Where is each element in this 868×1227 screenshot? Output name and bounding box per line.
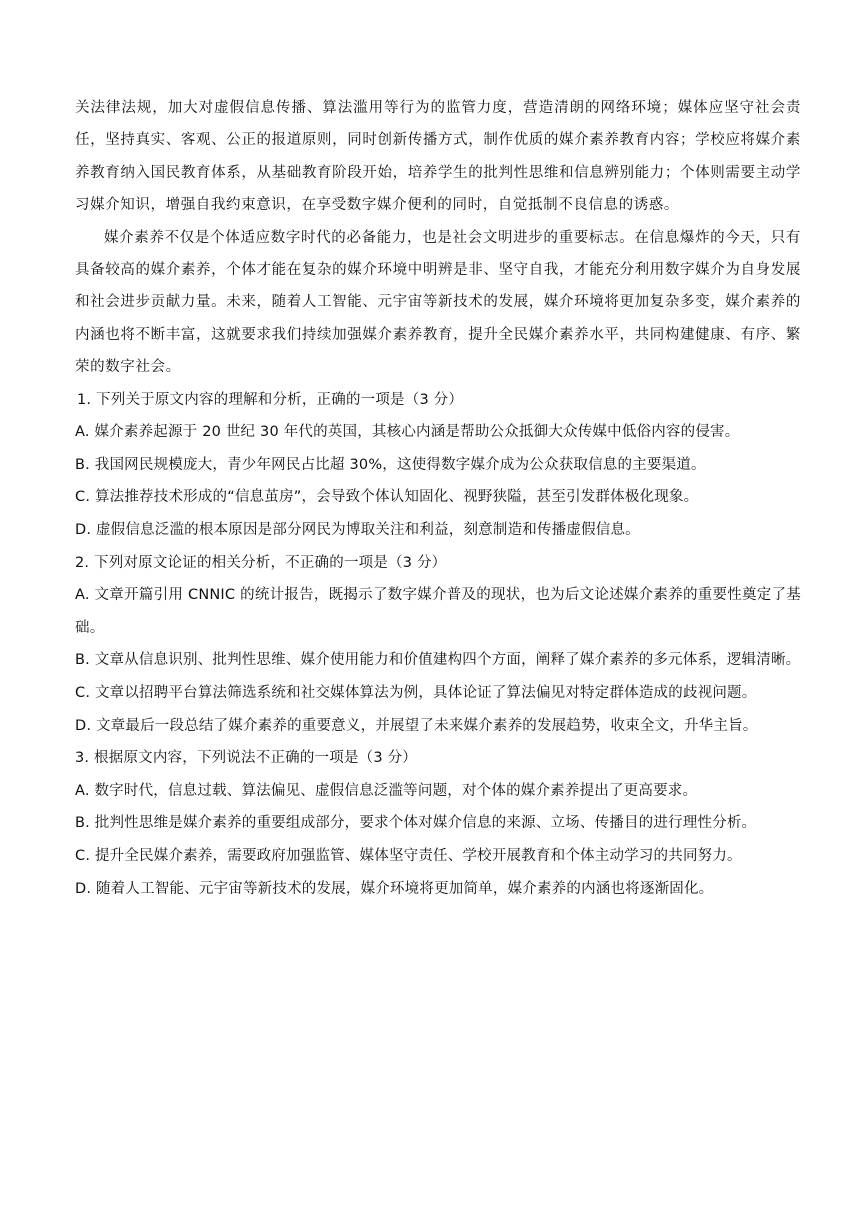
question-3 [75, 742, 801, 905]
option-c: C. 提升全民媒介素养，需要政府加强监管、媒体坚守责任、学校开展教育和个体主动学习的共同努力。 [75, 847, 742, 864]
option-d: D. 虚假信息泛滥的根本原因是部分网民为博取关注和利益，刻意制造和传播虚假信息。 [75, 522, 640, 539]
option-a: A. 媒介素养起源于 20 世纪 30 年代的英国，其核心内涵是帮助公众抵御大众传媒中低俗内容的侵害。 [75, 424, 740, 441]
question-stem: 2. 下列对原文论证的相关分析，不正确的一项是（3 分） [75, 554, 447, 571]
option-a: A. 数字时代，信息过载、算法偏见、虚假信息泛滥等问题，对个体的媒介素养提出了更高要求。 [75, 782, 698, 799]
option-a: A. 文章开篇引用 CNNIC 的统计报告，既揭示了数字媒介普及的现状，也为后文论述媒介素养的重要性奠定了基础。 [75, 587, 801, 636]
question-stem: 1. 下列关于原文内容的理解和分析，正确的一项是（3 分） [77, 391, 464, 408]
option-b: B. 批判性思维是媒介素养的重要组成部分，要求个体对媒介信息的来源、立场、传播目的进行理性分析。 [75, 815, 757, 832]
passage-paragraph-2: 媒介素养不仅是个体适应数字时代的必备能力，也是社会文明进步的重要标志。在信息爆炸的今天，只有具备较高的媒介素养，个体才能在复杂的媒介环境中明辨是非、坚守自我，才能充分利用数字媒介为自身发展和社会进步贡献力量。未来，随着人工智能、元宇宙等新技术的发展，媒介环境将更加复杂多变，媒介素养的内涵也将不断丰富，这就要求我们持续加强媒介素养教育，提升全民媒介素养水平，共同构建健康、有序、繁荣的数字社会。 [75, 229, 801, 376]
option-d: D. 文章最后一段总结了媒介素养的重要意义，并展望了未来媒介素养的发展趋势，收束全文，升华主旨。 [75, 717, 758, 734]
option-b: B. 我国网民规模庞大，青少年网民占比超 30%，这使得数字媒介成为公众获取信息的主要渠道。 [75, 456, 706, 473]
question-stem: 3. 根据原文内容，下列说法不正确的一项是（3 分） [75, 750, 417, 767]
option-b: B. 文章从信息识别、批判性思维、媒介使用能力和价值建构四个方面，阐释了媒介素养的多元体系，逻辑清晰。 [75, 652, 801, 669]
question-2 [75, 547, 801, 743]
passage-paragraph-1: 关法律法规，加大对虚假信息传播、算法滥用等行为的监管力度，营造清朗的网络环境；媒体应坚守社会责任，坚持真实、客观、公正的报道原则，同时创新传播方式，制作优质的媒介素养教育内容；学校应将媒介素养教育纳入国民教育体系，从基础教育阶段开始，培养学生的批判性思维和信息辨别能力；个体则需要主动学习媒介知识，增强自我约束意识，在享受数字媒介便利的同时，自觉抵制不良信息的诱惑。 [75, 100, 801, 214]
exam-page [75, 92, 801, 905]
option-c: C. 文章以招聘平台算法筛选系统和社交媒体算法为例，具体论证了算法偏见对特定群体造成的歧视问题。 [75, 685, 757, 701]
question-1 [75, 384, 801, 547]
option-d: D. 随着人工智能、元宇宙等新技术的发展，媒介环境将更加简单，媒介素养的内涵也将逐渐固化。 [75, 880, 714, 897]
option-c: C. 算法推荐技术形成的“信息茧房”，会导致个体认知固化、视野狭隘，甚至引发群体极化现象。 [75, 489, 699, 506]
